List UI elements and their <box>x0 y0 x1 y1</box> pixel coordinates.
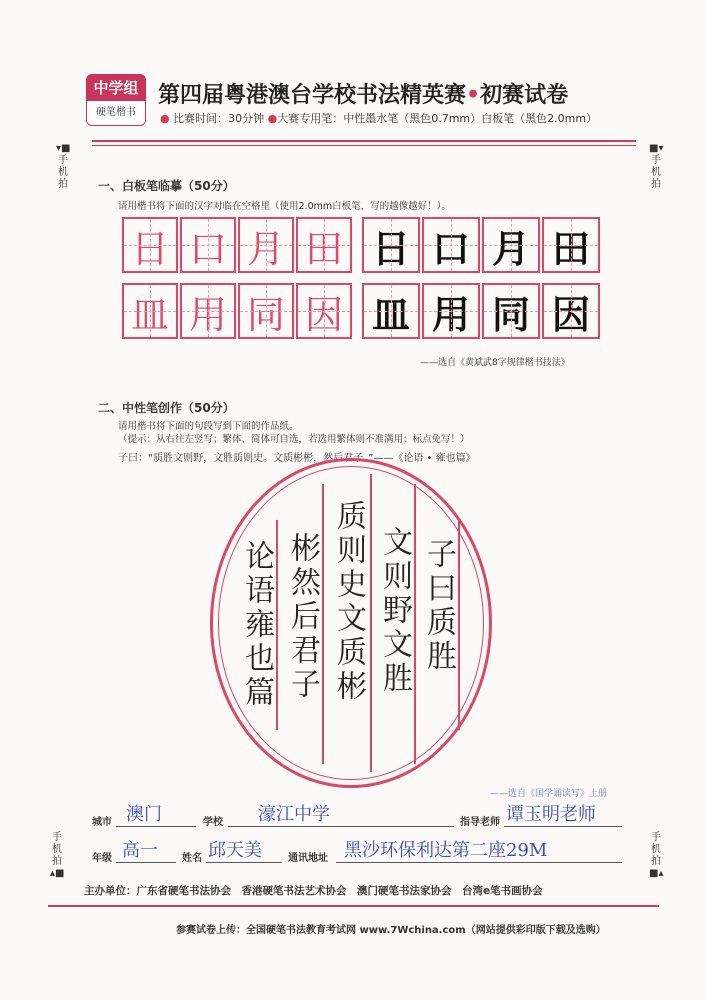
school-value[interactable]: 濠江中学 <box>258 804 330 825</box>
subtitle-time: 比赛时间：30分钟 <box>173 112 265 125</box>
camera-icon: ▾■ <box>56 143 71 154</box>
name-value[interactable]: 邱天美 <box>208 840 262 861</box>
artwork-column-1: 子曰质胜 <box>421 538 456 674</box>
page-subtitle <box>160 110 597 126</box>
section2-heading: 二、中性笔创作（50分） <box>98 401 235 415</box>
subtitle-pen: 大赛专用笔：中性墨水笔（黑色0.7mm）白板笔（黑色2.0mm） <box>277 112 598 125</box>
side-label: 手机拍 <box>651 832 661 867</box>
bullet-icon: ● <box>267 112 278 125</box>
grid-row-1 <box>122 217 602 273</box>
footer-rule <box>48 905 659 907</box>
address-underline <box>336 862 622 863</box>
header-rule-thin <box>92 145 636 146</box>
copy-cell: 日 <box>362 217 420 273</box>
camera-icon: ■▴ <box>649 868 664 879</box>
title-dot: • <box>466 82 481 108</box>
section2-quote: 子曰：“质胜文则野，文胜质则史。文质彬彬，然后君子。”——《论语 • 雍也篇》 <box>118 453 476 464</box>
model-cell: 日 <box>122 217 178 273</box>
model-cell: 皿 <box>122 283 178 339</box>
address-label: 通讯地址 <box>288 853 328 864</box>
bullet-icon: ● <box>160 112 170 125</box>
copy-cell: 月 <box>482 217 540 273</box>
side-label: 手机拍 <box>52 832 62 867</box>
model-cell: 用 <box>180 283 236 339</box>
teacher-label: 指导老师 <box>460 817 500 828</box>
copy-cell: 用 <box>422 283 480 339</box>
grade-value[interactable]: 高一 <box>122 840 158 861</box>
group-badge <box>86 74 146 126</box>
copy-cell: 同 <box>482 283 540 339</box>
practice-grid <box>122 217 592 344</box>
name-label: 姓名 <box>182 853 202 864</box>
camera-icon: ▴■ <box>50 868 65 879</box>
section1-source: ——选自《黄斌武8字规律楷书技法》 <box>420 358 570 368</box>
city-value[interactable]: 澳门 <box>126 804 162 825</box>
badge-group-label: 中学组 <box>87 75 145 101</box>
grade-label: 年级 <box>92 853 112 864</box>
side-marker-top-right <box>649 143 663 191</box>
grade-underline <box>116 862 176 863</box>
grid-row-2 <box>122 283 602 339</box>
artwork-column-5: 论语雍也篇 <box>239 540 274 710</box>
artwork-column-3: 质则史文质彬 <box>331 500 366 704</box>
model-cell: 田 <box>296 217 352 273</box>
school-underline <box>228 826 454 827</box>
organizers-line: 主办单位：广东省硬笔书法协会 香港硬笔书法艺术协会 澳门硬笔书法家协会 台湾e笔书画协会 <box>84 885 543 897</box>
artwork-column-2: 文则野文胜 <box>377 526 412 696</box>
upload-line: 参赛试卷上传：全国硬笔书法教育考试网 www.7Wchina.com（网站提供彩印版下载及选购） <box>176 925 606 936</box>
model-cell: 因 <box>296 283 352 339</box>
section1-heading: 一、白板笔临摹（50分） <box>98 179 235 193</box>
side-marker-top-left <box>56 143 70 191</box>
city-label: 城市 <box>92 817 112 828</box>
model-cell: 月 <box>238 217 294 273</box>
side-label: 手机拍 <box>58 155 68 190</box>
section1-instruction: 请用楷书将下面的汉字对临在空格里（使用2.0mm白板笔，写的越像越好！）。 <box>118 201 451 212</box>
model-cell: 口 <box>180 217 236 273</box>
address-value[interactable]: 黑沙环保利达第二座29M <box>344 840 548 861</box>
name-underline <box>206 862 282 863</box>
page-title <box>158 78 568 109</box>
section2-instruction-2: （提示：从右往左竖写；繁体、简体可自选，若选用繁体则不准满用；标点免写！） <box>118 434 470 445</box>
title-tail: 初赛试卷 <box>480 82 569 108</box>
copy-cell: 口 <box>422 217 480 273</box>
badge-category-label: 硬笔楷书 <box>96 107 136 118</box>
camera-icon: ■▾ <box>649 143 664 154</box>
artwork-column-4: 彬然后君子 <box>285 532 320 702</box>
section2-source: ——选自《国学诵读写》上册 <box>490 789 608 799</box>
section2-instruction-1: 请用楷书将下面的句段写到下面的作品纸。 <box>118 421 299 432</box>
school-label: 学校 <box>203 817 223 828</box>
side-marker-bottom-right <box>649 832 663 880</box>
teacher-value[interactable]: 谭玉明老师 <box>506 804 596 825</box>
city-underline <box>116 826 196 827</box>
copy-cell: 皿 <box>362 283 420 339</box>
header-rule <box>92 140 636 142</box>
side-label: 手机拍 <box>651 155 661 190</box>
copy-cell: 田 <box>542 217 600 273</box>
model-cell: 同 <box>238 283 294 339</box>
side-marker-bottom-left <box>50 832 64 880</box>
teacher-underline <box>504 826 622 827</box>
copy-cell: 因 <box>542 283 600 339</box>
title-main: 第四届粤港澳台学校书法精英赛 <box>158 82 467 108</box>
